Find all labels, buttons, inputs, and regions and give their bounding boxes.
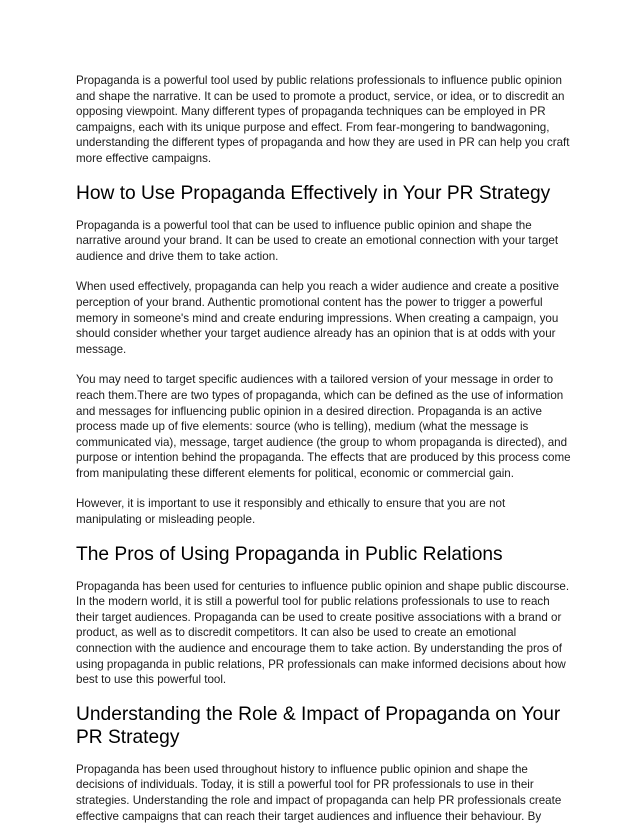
section-heading-role-impact: Understanding the Role & Impact of Propaganda on Your PR Strategy: [76, 703, 561, 748]
document-page: [76, 73, 572, 839]
section-heading-how-to-use: How to Use Propaganda Effectively in Your PR Strategy: [76, 182, 551, 204]
paragraph: You may need to target specific audiences with a tailored version of your message in order to reach them.There are two types of propaganda, which can be defined as the use of information and messages for influencing public opinion in a desired direction. Propaganda is an active process made up of five elements: source (who is telling), medium (what the message is communicated via), message, target audience (the group to whom propaganda is directed), and purpose or intention behind the propaganda. The effects that are produced by this process come from manipulating these different elements for political, economic or commercial gain.: [76, 373, 571, 480]
section-heading-pros: The Pros of Using Propaganda in Public Relations: [76, 543, 503, 565]
intro-paragraph: Propaganda is a powerful tool used by public relations professionals to influence public opinion and shape the narrative. It can be used to promote a product, service, or idea, or to discredit an opposing viewpoint. Many different types of propaganda techniques can be employed in PR campaigns, each with its unique purpose and effect. From fear-mongering to bandwagoning, understanding the different types of propaganda and how they are used in PR can help you craft more effective campaigns.: [76, 74, 570, 165]
paragraph: Propaganda has been used for centuries to influence public opinion and shape public discourse. In the modern world, it is still a powerful tool for public relations professionals to use to reach their target audiences. Propaganda can be used to create positive associations with a brand or product, as well as to discredit competitors. It can also be used to create an emotional connection with the audience and encourage them to take action. By understanding the pros of using propaganda in public relations, PR professionals can make informed decisions about how best to use this powerful tool.: [76, 579, 570, 687]
paragraph: When used effectively, propaganda can help you reach a wider audience and create a positive perception of your brand. Authentic promotional content has the power to trigger a powerful memory in someone's mind and create enduring impressions. When creating a campaign, you should consider whether your target audience already has an opinion that is at odds with your message.: [76, 280, 559, 356]
paragraph: Propaganda is a powerful tool that can be used to influence public opinion and shape the narrative around your brand. It can be used to create an emotional connection with your target audience and drive them to take action.: [76, 218, 559, 263]
paragraph: Propaganda has been used throughout history to influence public opinion and shape the decisions of individuals. Today, it is still a powerful tool for PR professionals to use in their strategies. Understanding the role and impact of propaganda can help PR professionals create effective campaigns that can reach their target audiences and influence their behaviour. By: [76, 762, 562, 823]
paragraph: However, it is important to use it responsibly and ethically to ensure that you are not manipulating or misleading people.: [76, 497, 506, 527]
